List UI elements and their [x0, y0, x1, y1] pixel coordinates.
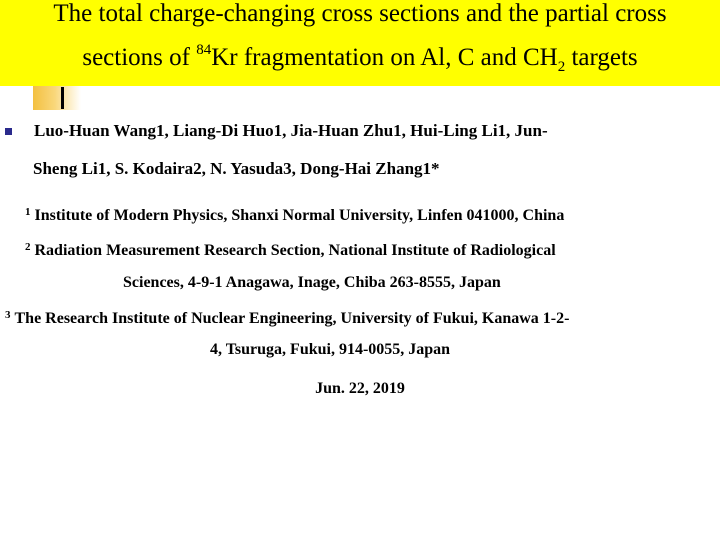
affiliation-1-number: 1 [25, 206, 31, 218]
title-line-2-suffix: targets [565, 44, 638, 71]
ch2-subscript: 2 [557, 59, 566, 75]
title-line-2-body: Kr fragmentation on Al, C and CH [211, 44, 558, 71]
affiliation-1 [25, 206, 564, 225]
authors-line-1: Luo-Huan Wang1, Liang-Di Huo1, Jia-Huan Zhu1, Hui-Ling Li1, Jun- [34, 121, 548, 140]
authors-line-2: Sheng Li1, S. Kodaira2, N. Yasuda3, Dong-Hai Zhang1* [33, 159, 440, 178]
title-line-1: The total charge-changing cross sections and the partial cross [53, 0, 667, 27]
decorative-tick [61, 87, 64, 109]
title-line-2-prefix: sections of [82, 44, 197, 71]
affiliation-2-number: 2 [25, 241, 31, 253]
title-banner [0, 0, 720, 86]
affiliation-3-number: 3 [5, 309, 11, 321]
bullet-square-icon [5, 128, 12, 135]
affiliation-1-text: Institute of Modern Physics, Shanxi Normal University, Linfen 041000, China [34, 207, 565, 224]
presentation-date: Jun. 22, 2019 [315, 380, 405, 397]
affiliation-3-text-line-1: The Research Institute of Nuclear Engineering, University of Fukui, Kanawa 1-2- [14, 310, 570, 327]
affiliation-3-line-2: 4, Tsuruga, Fukui, 914-0055, Japan [210, 341, 451, 358]
affiliation-3 [5, 309, 569, 328]
isotope-mass-number: 84 [196, 42, 212, 58]
author-list [34, 112, 694, 188]
decorative-gradient-bar [33, 86, 81, 110]
title-line-2 [0, 42, 720, 76]
affiliation-2-line-2: Sciences, 4-9-1 Anagawa, Inage, Chiba 263-8555, Japan [123, 274, 501, 291]
affiliation-2-text-line-1: Radiation Measurement Research Section, National Institute of Radiological [34, 242, 556, 259]
affiliation-2 [25, 241, 556, 260]
